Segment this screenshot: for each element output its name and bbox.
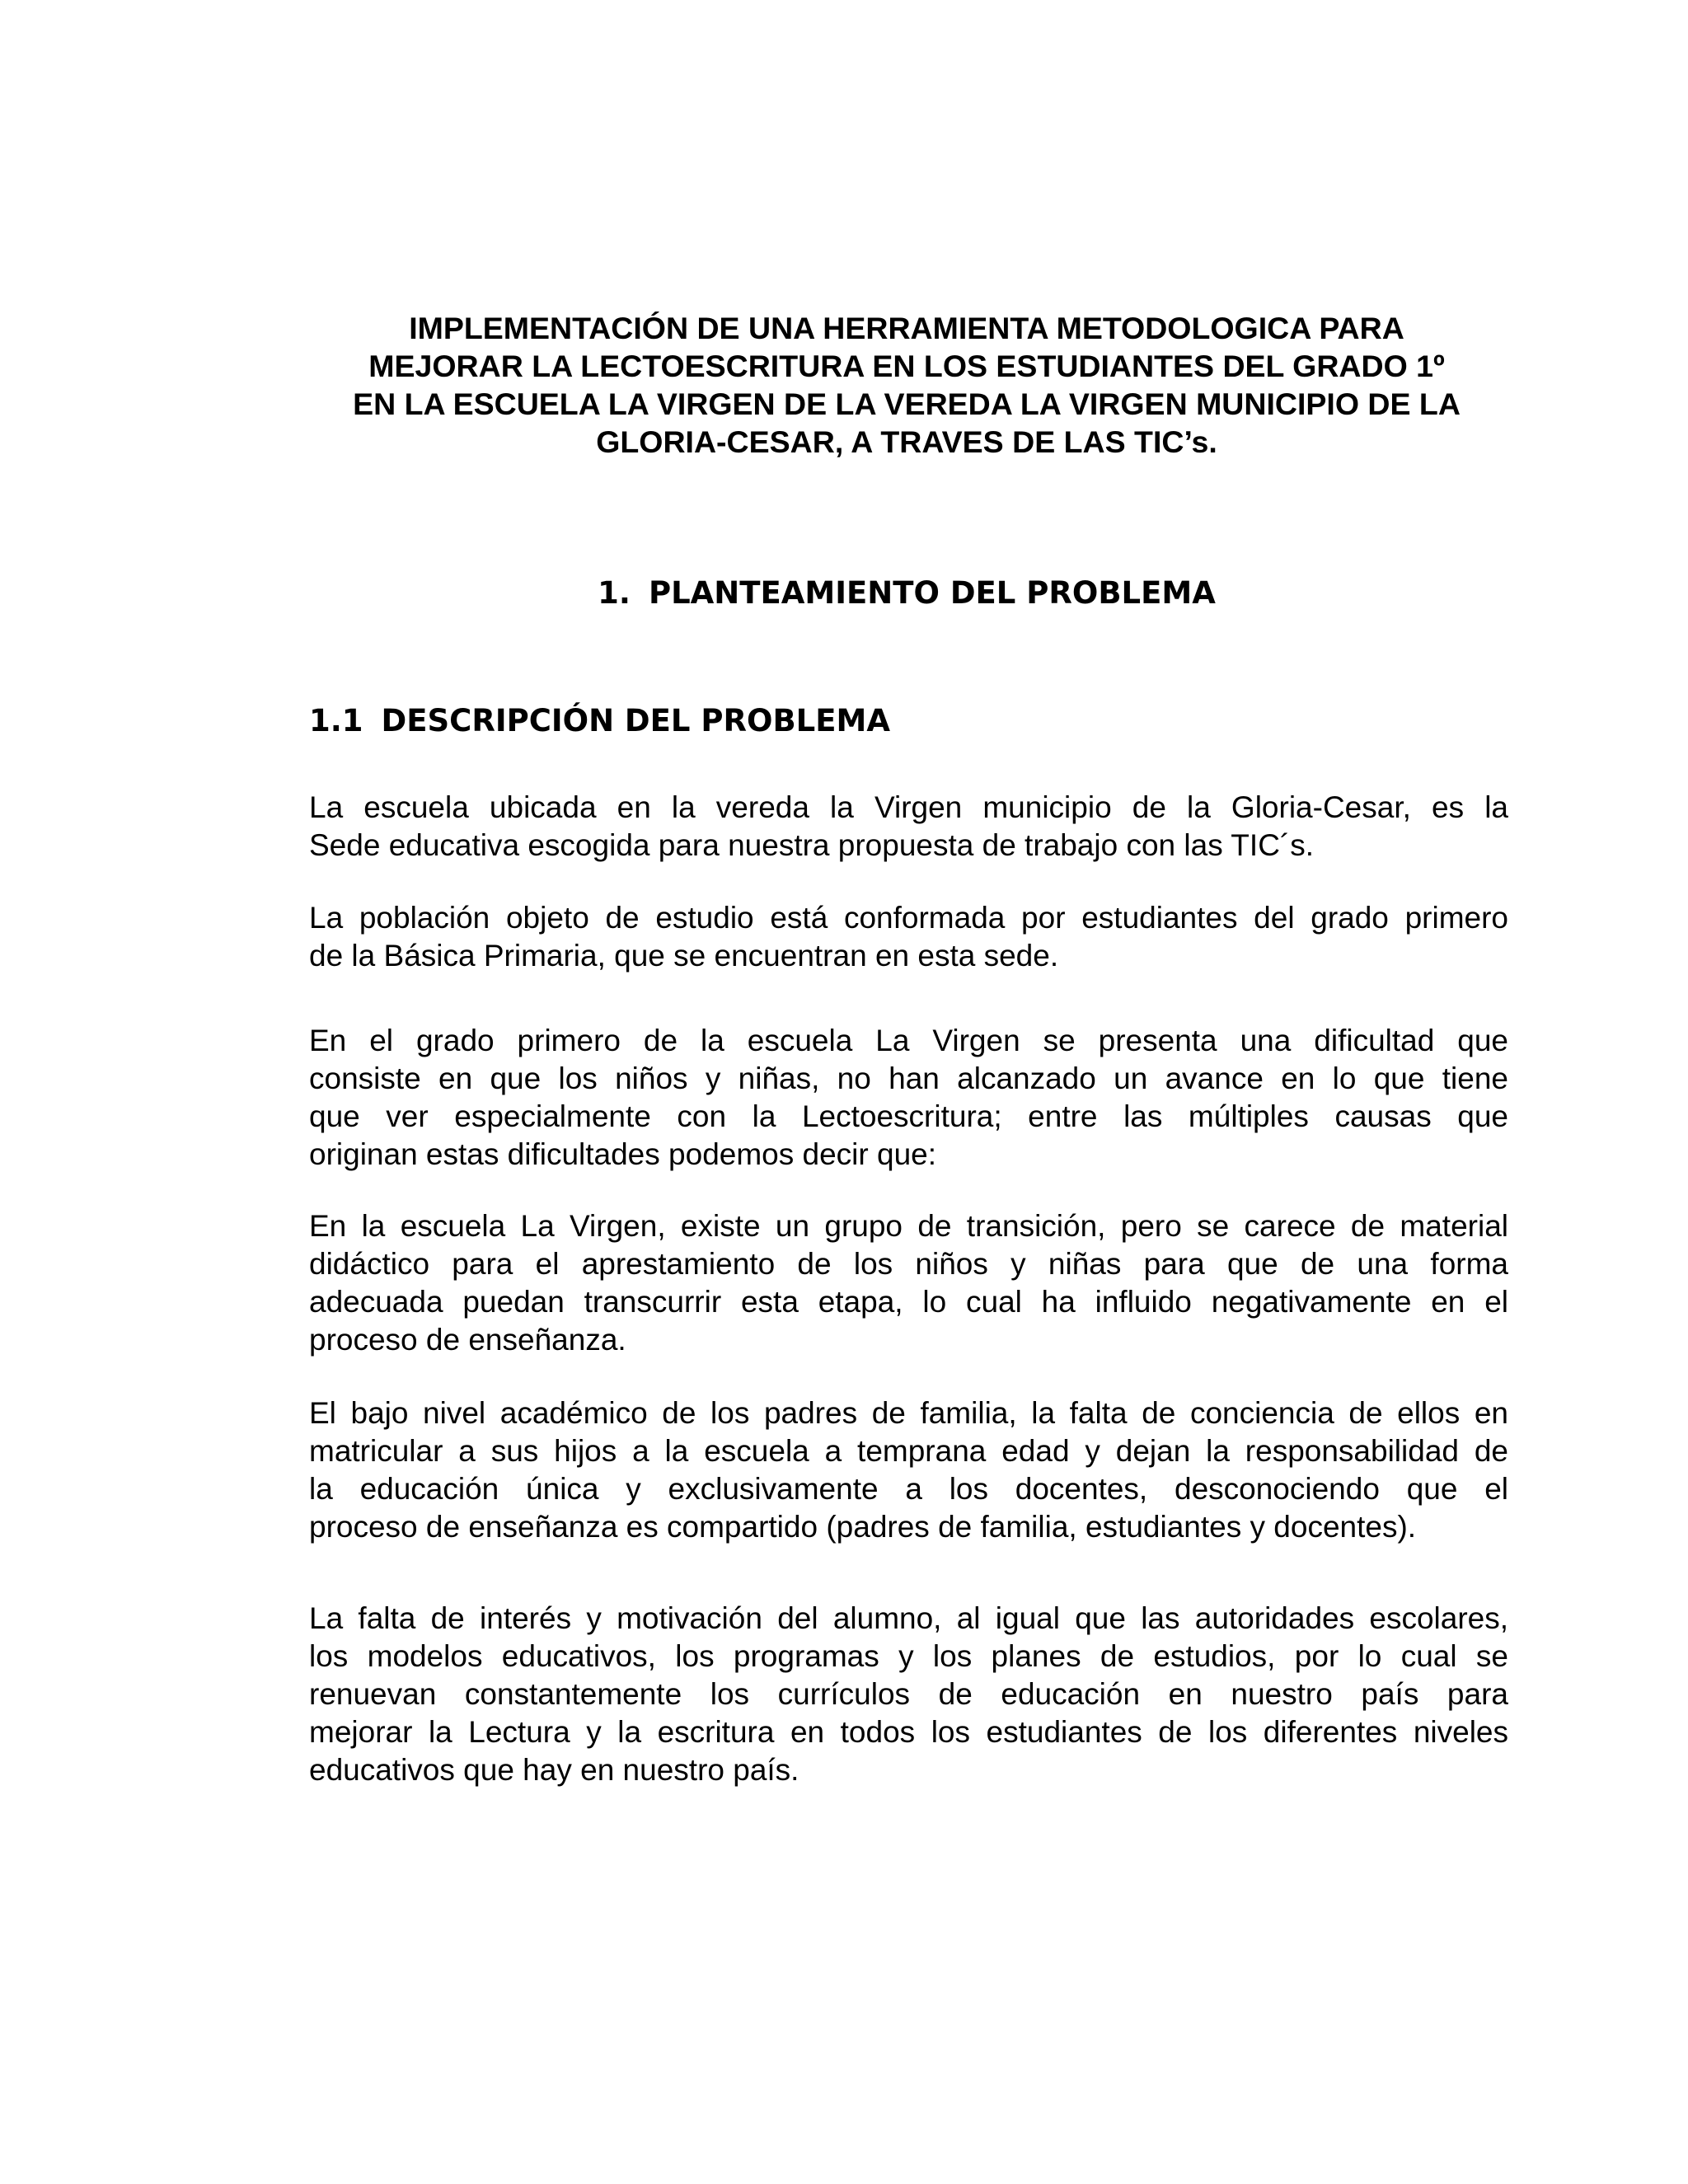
subsection-heading — [309, 702, 890, 740]
paragraph-line: la educación única y exclusivamente a los docentes, desconociendo que el — [309, 1472, 1508, 1506]
paragraph — [309, 1394, 1508, 1546]
section-title: PLANTEAMIENTO DEL PROBLEMA — [648, 575, 1216, 611]
paragraph — [309, 1207, 1508, 1359]
paragraph — [309, 1022, 1508, 1174]
paragraph-line: La escuela ubicada en la vereda la Virgen municipio de la Gloria-Cesar, es la — [309, 790, 1508, 824]
paragraph-line: renuevan constantemente los currículos de educación en nuestro país para — [309, 1677, 1508, 1711]
subsection-title: DESCRIPCIÓN DEL PROBLEMA — [381, 703, 890, 738]
paragraph-line: de la Básica Primaria, que se encuentran en esta sede. — [309, 939, 1059, 972]
section-heading — [305, 574, 1508, 612]
title-line: GLORIA-CESAR, A TRAVES DE LAS TIC’s. — [596, 424, 1217, 459]
paragraph-line: los modelos educativos, los programas y los planes de estudios, por lo cual se — [309, 1639, 1508, 1673]
title-line: EN LA ESCUELA LA VIRGEN DE LA VEREDA LA VIRGEN MUNICIPIO DE LA — [353, 387, 1461, 421]
paragraph-line: Sede educativa escogida para nuestra propuesta de trabajo con las TIC´s. — [309, 828, 1315, 862]
paragraph — [309, 1600, 1508, 1789]
paragraph-line: originan estas dificultades podemos decir que: — [309, 1137, 937, 1171]
paragraph-line: educativos que hay en nuestro país. — [309, 1753, 799, 1787]
title-line: IMPLEMENTACIÓN DE UNA HERRAMIENTA METODOLOGICA PARA — [409, 311, 1404, 345]
paragraph-line: didáctico para el aprestamiento de los niños y niñas para que de una forma — [309, 1247, 1508, 1281]
title-line: MEJORAR LA LECTOESCRITURA EN LOS ESTUDIANTES DEL GRADO 1º — [368, 349, 1445, 383]
subsection-number: 1.1 — [309, 703, 363, 738]
paragraph-line: adecuada puedan transcurrir esta etapa, lo cual ha influido negativamente en el — [309, 1285, 1508, 1319]
paragraph — [309, 899, 1508, 975]
paragraph-line: En el grado primero de la escuela La Virgen se presenta una dificultad que — [309, 1024, 1508, 1057]
paragraph — [309, 789, 1508, 865]
paragraph-line: matricular a sus hijos a la escuela a temprana edad y dejan la responsabilidad de — [309, 1434, 1508, 1468]
paragraph-line: mejorar la Lectura y la escritura en todos los estudiantes de los diferentes niveles — [309, 1715, 1508, 1749]
paragraph-line: proceso de enseñanza es compartido (padres de familia, estudiantes y docentes). — [309, 1510, 1417, 1544]
section-number: 1. — [598, 575, 631, 611]
paragraph-line: que ver especialmente con la Lectoescritura; entre las múltiples causas que — [309, 1099, 1508, 1133]
paragraph-line: El bajo nivel académico de los padres de familia, la falta de conciencia de ellos en — [309, 1396, 1508, 1430]
paragraph-line: consiste en que los niños y niñas, no han alcanzado un avance en lo que tiene — [309, 1062, 1508, 1095]
document-title — [305, 309, 1508, 461]
paragraph-line: La población objeto de estudio está conformada por estudiantes del grado primero — [309, 901, 1508, 935]
paragraph-line: En la escuela La Virgen, existe un grupo de transición, pero se carece de material — [309, 1209, 1508, 1243]
paragraph-line: proceso de enseñanza. — [309, 1323, 626, 1357]
paragraph-line: La falta de interés y motivación del alumno, al igual que las autoridades escolares, — [309, 1601, 1508, 1635]
